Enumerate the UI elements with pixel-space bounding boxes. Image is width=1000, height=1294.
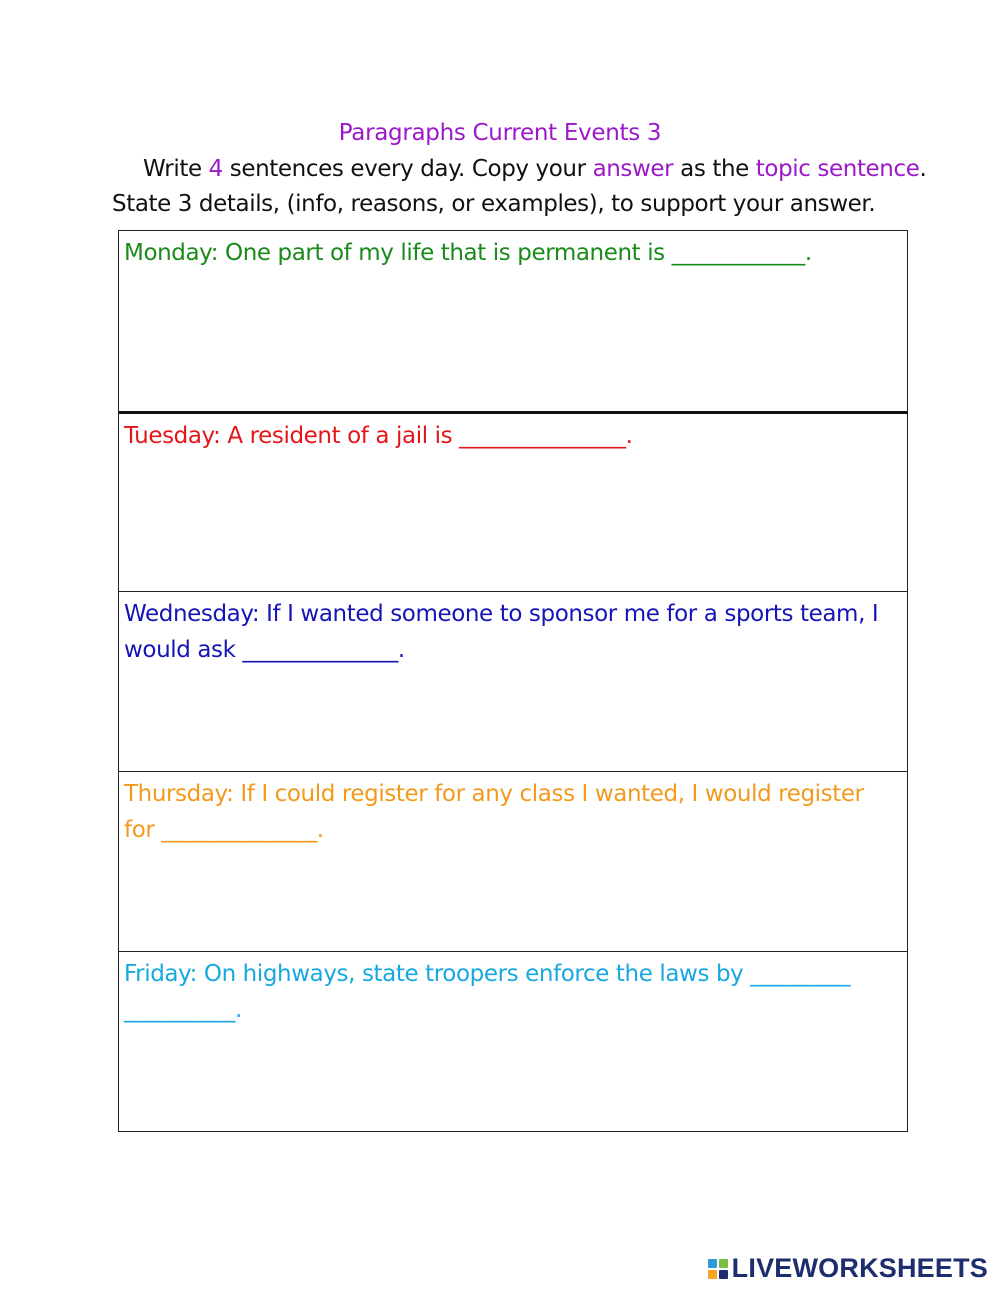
liveworksheets-logo-icon bbox=[708, 1259, 728, 1279]
instructions-text: Write bbox=[143, 156, 209, 182]
instructions-text: as the bbox=[673, 156, 756, 182]
answer-highlight: answer bbox=[592, 156, 674, 182]
prompt-monday: Monday: One part of my life that is permanent is ____________. bbox=[124, 240, 812, 266]
page-title: Paragraphs Current Events 3 bbox=[338, 120, 662, 146]
sentence-count: 4 bbox=[208, 156, 223, 182]
logo-square bbox=[708, 1259, 717, 1268]
answer-box-monday[interactable] bbox=[119, 231, 907, 411]
answer-box-friday[interactable] bbox=[119, 951, 907, 1131]
instructions-text: sentences every day. Copy your bbox=[222, 156, 593, 182]
liveworksheets-logo[interactable] bbox=[708, 1253, 988, 1284]
answer-box-tuesday[interactable] bbox=[119, 411, 907, 591]
answer-box-thursday[interactable] bbox=[119, 771, 907, 951]
prompt-wednesday: Wednesday: If I wanted someone to sponsor me for a sports team, I would ask ______________. bbox=[124, 601, 879, 663]
instructions-line-1 bbox=[143, 156, 926, 182]
prompt-thursday: Thursday: If I could register for any class I wanted, I would register for ______________. bbox=[124, 781, 864, 843]
logo-square bbox=[719, 1270, 728, 1279]
instructions-text: . bbox=[919, 156, 927, 182]
worksheet-table bbox=[118, 230, 908, 1132]
logo-square bbox=[708, 1270, 717, 1279]
logo-square bbox=[719, 1259, 728, 1268]
prompt-friday: Friday: On highways, state troopers enforce the laws by _________ __________. bbox=[124, 961, 851, 1023]
instructions-line-2: State 3 details, (info, reasons, or examples), to support your answer. bbox=[112, 191, 876, 217]
answer-box-wednesday[interactable] bbox=[119, 591, 907, 771]
topic-sentence-highlight: topic sentence bbox=[755, 156, 920, 182]
logo-text: LIVEWORKSHEETS bbox=[731, 1253, 988, 1283]
prompt-tuesday: Tuesday: A resident of a jail is _______________. bbox=[124, 423, 633, 449]
